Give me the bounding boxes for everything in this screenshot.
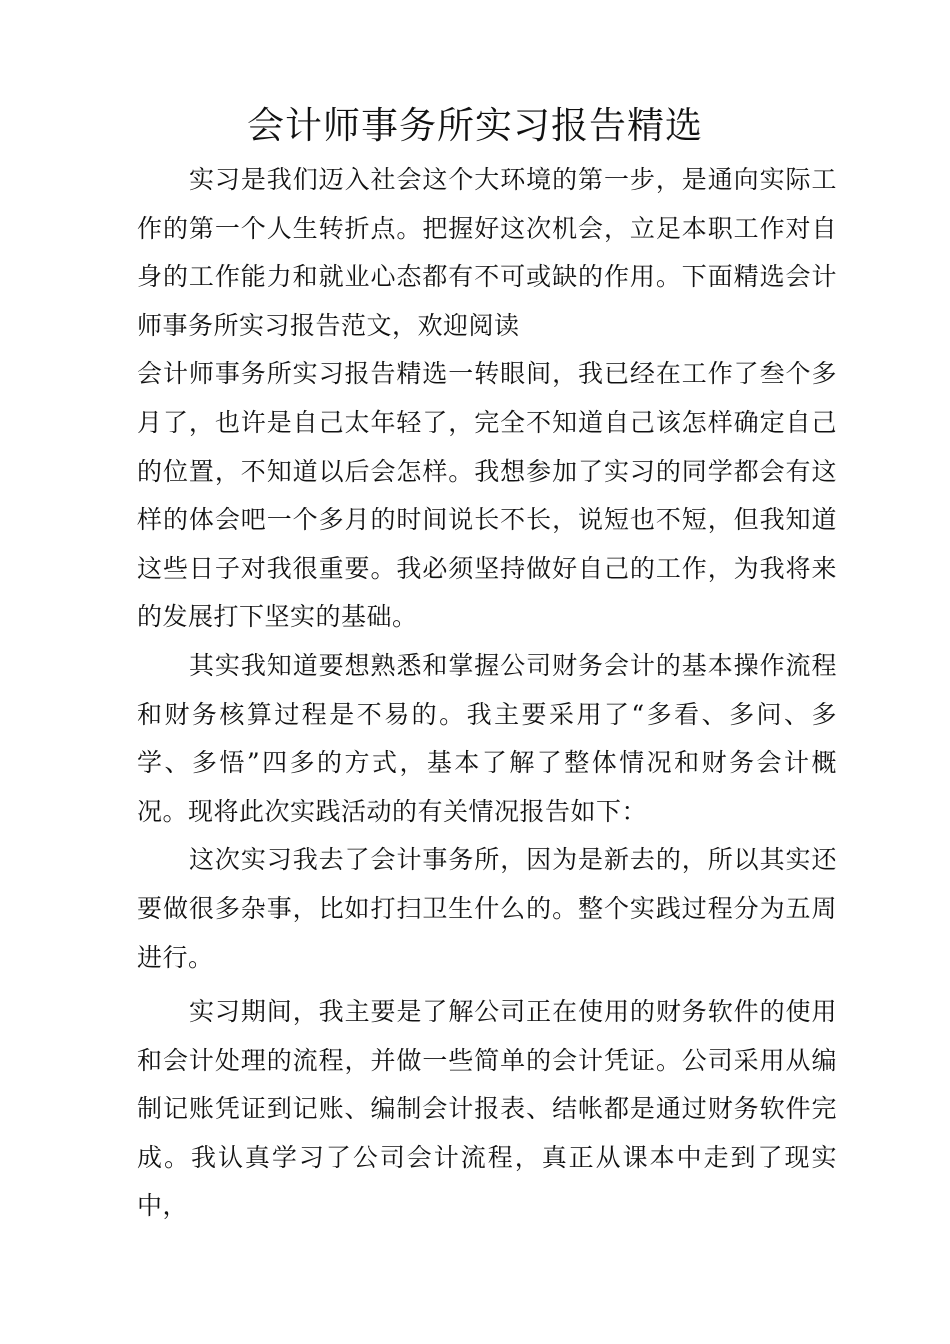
paragraph-learning-method: 其实我知道要想熟悉和掌握公司财务会计的基本操作流程和财务核算过程是不易的。我主要采用了“多看、多问、多学、多悟”四多的方式，基本了解了整体情况和财务会计概况。现将此次实践活动的有关情况报告如下： (137, 650, 837, 826)
document-body (137, 156, 837, 1231)
paragraph-internship-work: 实习期间，我主要是了解公司正在使用的财务软件的使用和会计处理的流程，并做一些简单的会计凭证。公司采用从编制记账凭证到记账、编制会计报表、结帐都是通过财务软件完成。我认真学习了公司会计流程，真正从课本中走到了现实中， (137, 997, 837, 1221)
paragraph-intro: 实习是我们迈入社会这个大环境的第一步，是通向实际工作的第一个人生转折点。把握好这次机会，立足本职工作对自身的工作能力和就业心态都有不可或缺的作用。下面精选会计师事务所实习报告范文，欢迎阅读 (137, 165, 837, 340)
paragraph-internship-place: 这次实习我去了会计事务所，因为是新去的，所以其实还要做很多杂事，比如打扫卫生什么的。整个实践过程分为五周进行。 (137, 845, 837, 972)
paragraph-report-opening: 会计师事务所实习报告精选一转眼间，我已经在工作了叁个多月了，也许是自己太年轻了，完全不知道自己该怎样确定自己的位置，不知道以后会怎样。我想参加了实习的同学都会有这样的体会吧一个多月的时间说长不长，说短也不短，但我知道这些日子对我很重要。我必须坚持做好自己的工作，为我将来的发展打下坚实的基础。 (137, 359, 837, 632)
document-title: 会计师事务所实习报告精选 (247, 104, 703, 147)
